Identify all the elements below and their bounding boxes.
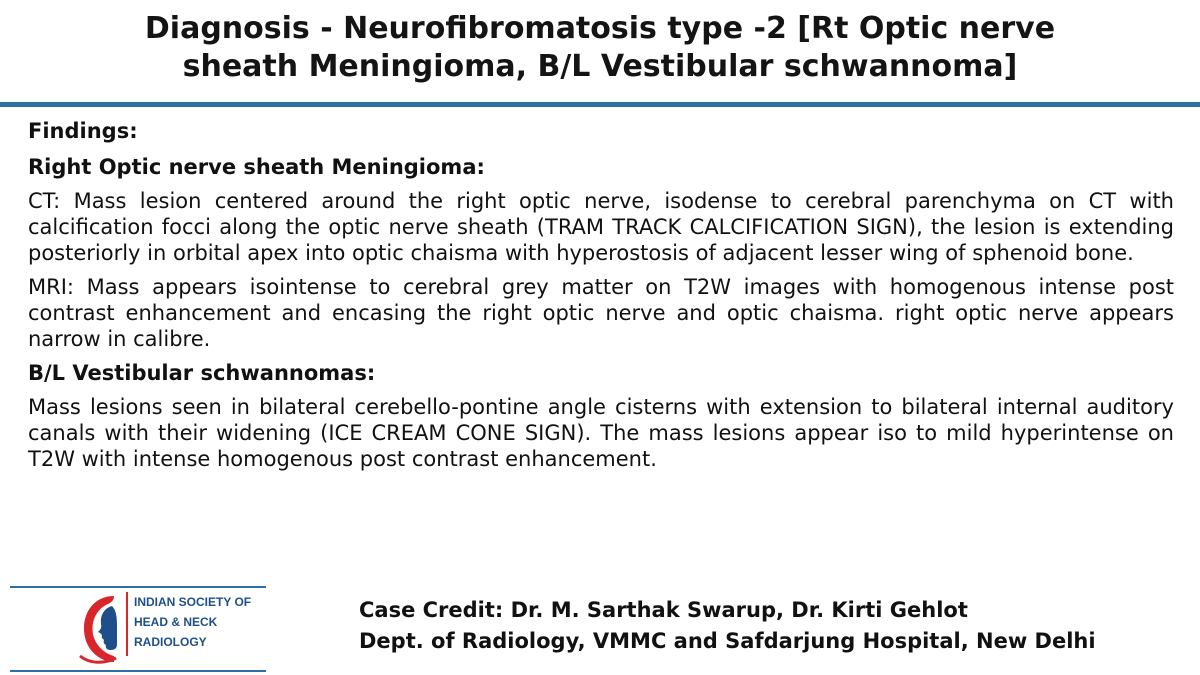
logo-bottom-rule <box>10 670 266 672</box>
vestibular-schwannoma-heading: B/L Vestibular schwannomas: <box>28 361 376 385</box>
logo-top-rule <box>10 586 266 588</box>
ct-findings-paragraph: CT: Mass lesion centered around the right optic nerve, isodense to cerebral parenchyma on CT with calcification focci along the optic nerve sheath (TRAM TRACK CALCIFICATION SIGN), the lesion is extending posteriorly in orbital apex into optic chaisma with hyperostosis of adjacent lesser wing of sphenoid bone. <box>28 189 1174 265</box>
mri-findings-paragraph: MRI: Mass appears isointense to cerebral grey matter on T2W images with homogenous intense post contrast enhancement and encasing the right optic nerve and optic chaisma. right optic nerve appears narrow in calibre. <box>28 275 1174 351</box>
optic-meningioma-heading: Right Optic nerve sheath Meningioma: <box>28 155 485 179</box>
case-credit-line: Case Credit: Dr. M. Sarthak Swarup, Dr. Kirti Gehlot <box>359 598 968 622</box>
department-line: Dept. of Radiology, VMMC and Safdarjung Hospital, New Delhi <box>359 629 1096 653</box>
head-profile-emblem-icon <box>74 592 124 666</box>
logo-text-line-3: RADIOLOGY <box>134 635 207 649</box>
title-line-2: sheath Meningioma, B/L Vestibular schwannoma] <box>182 49 1018 84</box>
title-divider <box>0 102 1200 107</box>
findings-body <box>28 118 1174 480</box>
logo-text <box>126 592 272 656</box>
slide-title <box>0 10 1200 86</box>
logo-text-line-1: INDIAN SOCIETY OF <box>134 595 252 609</box>
vestibular-findings-paragraph: Mass lesions seen in bilateral cerebello-pontine angle cisterns with extension to bilateral internal auditory canals with their widening (ICE CREAM CONE SIGN). The mass lesions appear iso to mild hyperintense on T2W with intense homogenous post contrast enhancement. <box>28 395 1174 471</box>
findings-heading: Findings: <box>28 119 138 143</box>
title-line-1: Diagnosis - Neurofibromatosis type -2 [Rt Optic nerve <box>144 11 1056 46</box>
logo-text-line-2: HEAD & NECK <box>134 615 218 629</box>
case-credits <box>359 595 1189 657</box>
society-logo <box>10 586 266 672</box>
